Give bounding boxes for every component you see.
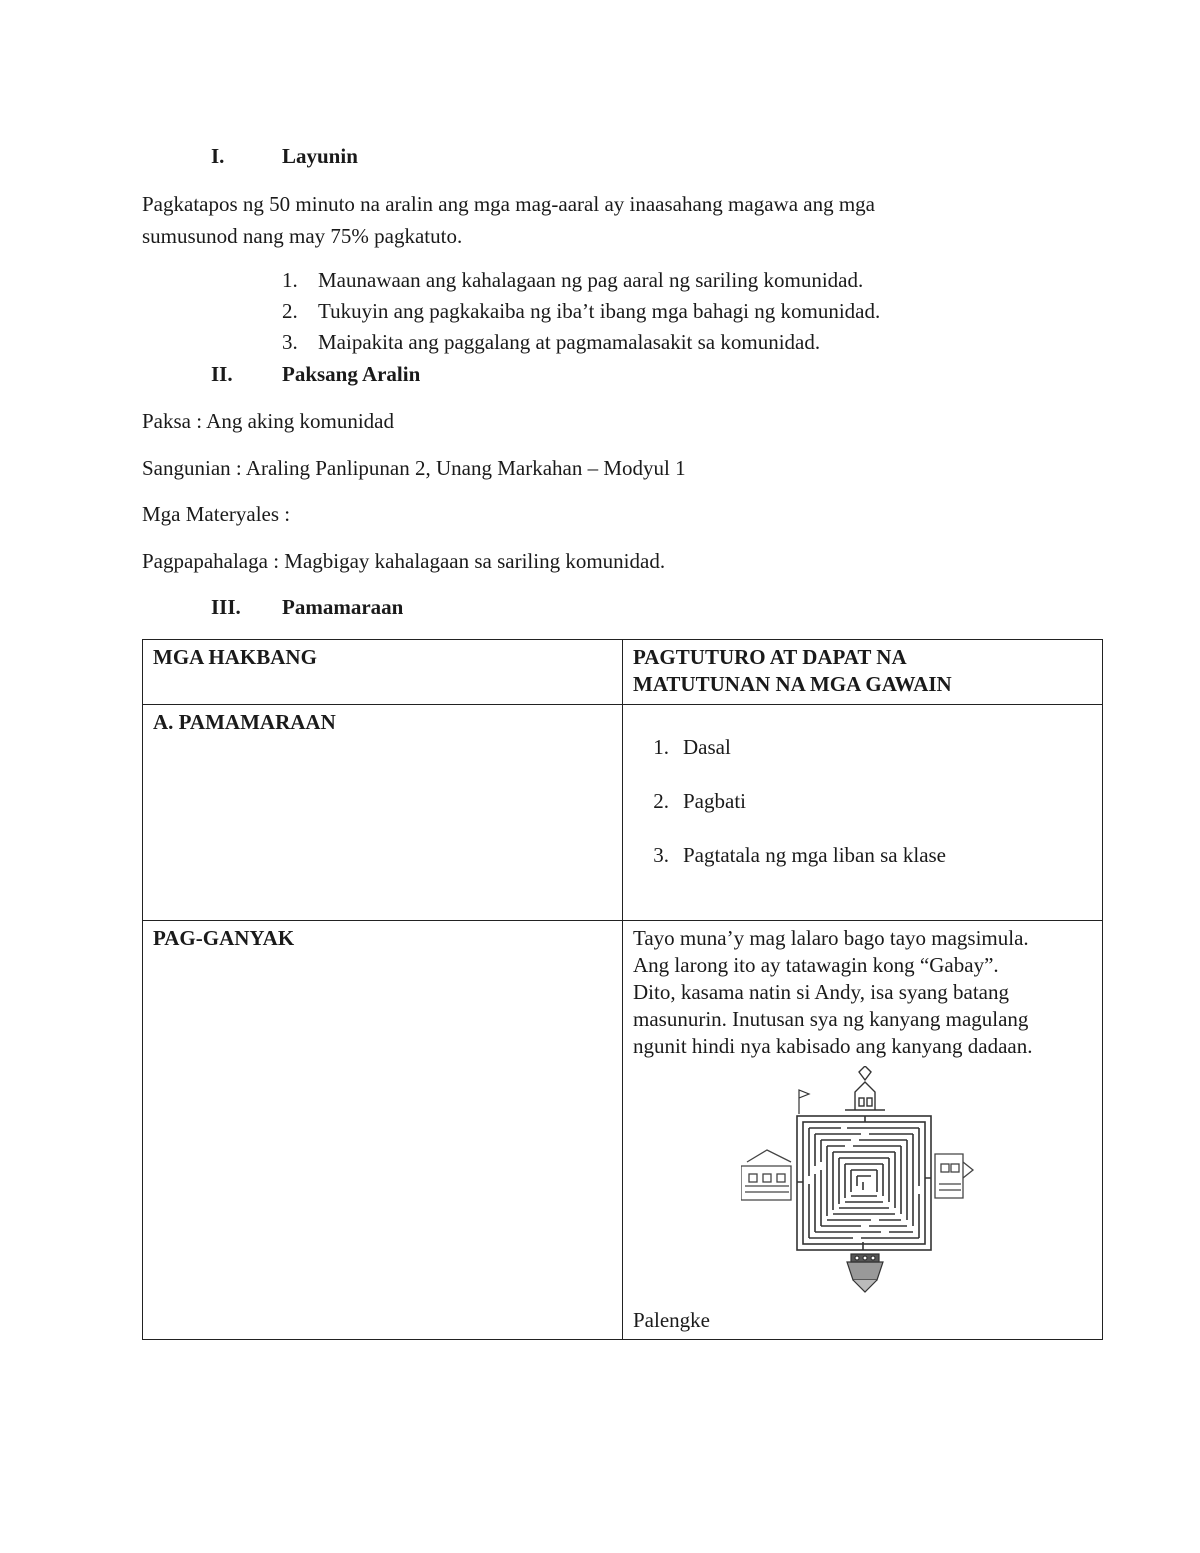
header-mga-hakbang: MGA HAKBANG — [153, 645, 317, 669]
ganyak-text-line: ngunit hindi nya kabisado ang kanyang dadaan. — [633, 1034, 1033, 1058]
header-pagtuturo-line-1: PAGTUTURO AT DAPAT NA — [633, 645, 907, 669]
list-item — [633, 843, 1092, 897]
list-item-text: Pagbati — [683, 789, 746, 813]
table-row — [143, 705, 1103, 921]
list-item-number: 3. — [653, 843, 669, 867]
pagpapahalaga-line: Pagpapahalaga : Magbigay kahalagaan sa sariling komunidad. — [142, 549, 666, 573]
section-1-title: Layunin — [282, 144, 358, 168]
maze-illustration — [741, 1066, 981, 1298]
opening-activities-list — [633, 735, 1092, 897]
procedure-table — [142, 639, 1103, 1340]
paksa-line: Paksa : Ang aking komunidad — [142, 409, 394, 433]
objective-text: Tukuyin ang pagkakaiba ng iba’t ibang mga bahagi ng komunidad. — [318, 299, 881, 323]
table-header-row — [143, 640, 1103, 705]
row-label-cell — [143, 705, 623, 921]
row-content-cell — [623, 921, 1103, 1340]
objective-intro-line-1: Pagkatapos ng 50 minuto na aralin ang mga mag-aaral ay inaasahang magawa ang mga — [142, 192, 875, 216]
ganyak-text-line: Tayo muna’y mag lalaro bago tayo magsimula. — [633, 926, 1029, 950]
header-pagtuturo-line-2: MATUTUNAN NA MGA GAWAIN — [633, 672, 952, 696]
row-content-cell — [623, 705, 1103, 921]
list-item — [633, 735, 1092, 789]
maze-caption-palengke: Palengke — [633, 1308, 710, 1332]
list-item-number: 1. — [653, 735, 669, 759]
materyales-line: Mga Materyales : — [142, 502, 291, 526]
list-item — [633, 789, 1092, 843]
table-row — [143, 921, 1103, 1340]
section-3-title: Pamamaraan — [282, 595, 404, 619]
ganyak-text-line: Dito, kasama natin si Andy, isa syang batang — [633, 980, 1009, 1004]
section-3-number: III. — [211, 595, 241, 619]
header-cell-right — [623, 640, 1103, 705]
list-item-text: Dasal — [683, 735, 731, 759]
objective-number: 3. — [282, 330, 298, 354]
header-cell-left — [143, 640, 623, 705]
ganyak-text-line: masunurin. Inutusan sya ng kanyang magulang — [633, 1007, 1029, 1031]
row-label-pamamaraan: A. PAMAMARAAN — [153, 710, 336, 734]
row-label-pag-ganyak: PAG-GANYAK — [153, 926, 295, 950]
row-label-cell — [143, 921, 623, 1340]
objective-text: Maunawaan ang kahalagaan ng pag aaral ng sariling komunidad. — [318, 268, 864, 292]
objective-intro-line-2: sumusunod nang may 75% pagkatuto. — [142, 224, 463, 248]
maze-image — [741, 1066, 981, 1298]
list-item-text: Pagtatala ng mga liban sa klase — [683, 843, 947, 867]
section-1-number: I. — [211, 144, 225, 168]
objective-number: 1. — [282, 268, 298, 292]
ganyak-text-line: Ang larong ito ay tatawagin kong “Gabay”. — [633, 953, 999, 977]
list-item-number: 2. — [653, 789, 669, 813]
section-2-title: Paksang Aralin — [282, 362, 421, 386]
objective-text: Maipakita ang paggalang at pagmamalasakit sa komunidad. — [318, 330, 821, 354]
section-2-number: II. — [211, 362, 233, 386]
sangunian-line: Sangunian : Araling Panlipunan 2, Unang Markahan – Modyul 1 — [142, 456, 686, 480]
objective-number: 2. — [282, 299, 298, 323]
